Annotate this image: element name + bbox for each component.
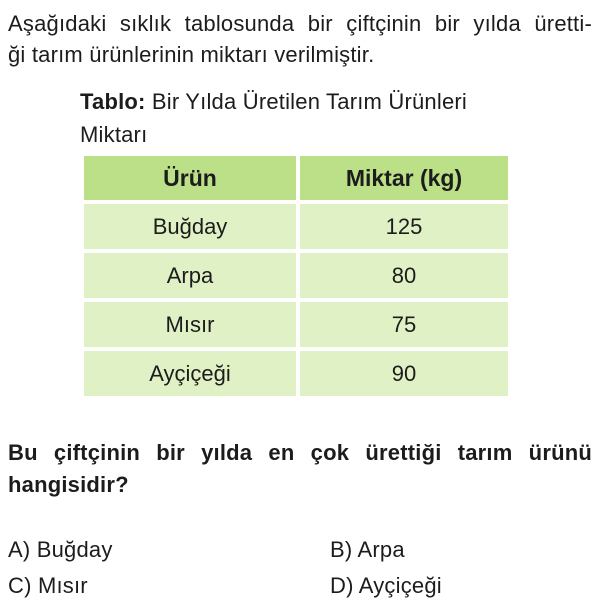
- option-b-text: Arpa: [357, 537, 405, 562]
- table-caption-title-cont: Miktarı: [80, 122, 148, 147]
- intro-line-2: ği tarım ürünlerinin miktarı verilmiştir.: [8, 42, 375, 67]
- intro-line-1: Aşağıdaki sıklık tablosunda bir çiftçinin bir yılda üretti-: [8, 11, 592, 36]
- answer-options: [8, 537, 603, 599]
- frequency-table: [84, 156, 508, 396]
- table-cell-quantity: 75: [300, 302, 508, 347]
- option-b[interactable]: [330, 537, 603, 563]
- table-cell-product: Ayçiçeği: [84, 351, 296, 396]
- table-caption-label: Tablo:: [80, 89, 146, 114]
- table-cell-product: Buğday: [84, 204, 296, 249]
- option-c[interactable]: [8, 573, 330, 599]
- table-cell-quantity: 80: [300, 253, 508, 298]
- table-caption-title: Bir Yılda Üretilen Tarım Ürünleri: [151, 89, 467, 114]
- question-line-2: hangisidir?: [8, 472, 129, 497]
- column-header-urun: Ürün: [84, 156, 296, 200]
- option-b-letter: B): [330, 537, 353, 562]
- option-d[interactable]: [330, 573, 603, 599]
- option-d-text: Ayçiçeği: [358, 573, 442, 598]
- question-line-1: Bu çiftçinin bir yılda en çok ürettiği tarım ürünü: [8, 440, 592, 465]
- table-cell-quantity: 125: [300, 204, 508, 249]
- table-cell-product: Arpa: [84, 253, 296, 298]
- option-c-letter: C): [8, 573, 32, 598]
- table-cell-product: Mısır: [84, 302, 296, 347]
- option-c-text: Mısır: [37, 573, 88, 598]
- option-a-letter: A): [8, 537, 31, 562]
- option-a-text: Buğday: [36, 537, 113, 562]
- table-cell-quantity: 90: [300, 351, 508, 396]
- column-header-miktar: Miktar (kg): [300, 156, 508, 200]
- intro-paragraph: [0, 0, 603, 70]
- question-text: [8, 437, 592, 501]
- table-caption: [80, 85, 563, 151]
- option-d-letter: D): [330, 573, 354, 598]
- option-a[interactable]: [8, 537, 330, 563]
